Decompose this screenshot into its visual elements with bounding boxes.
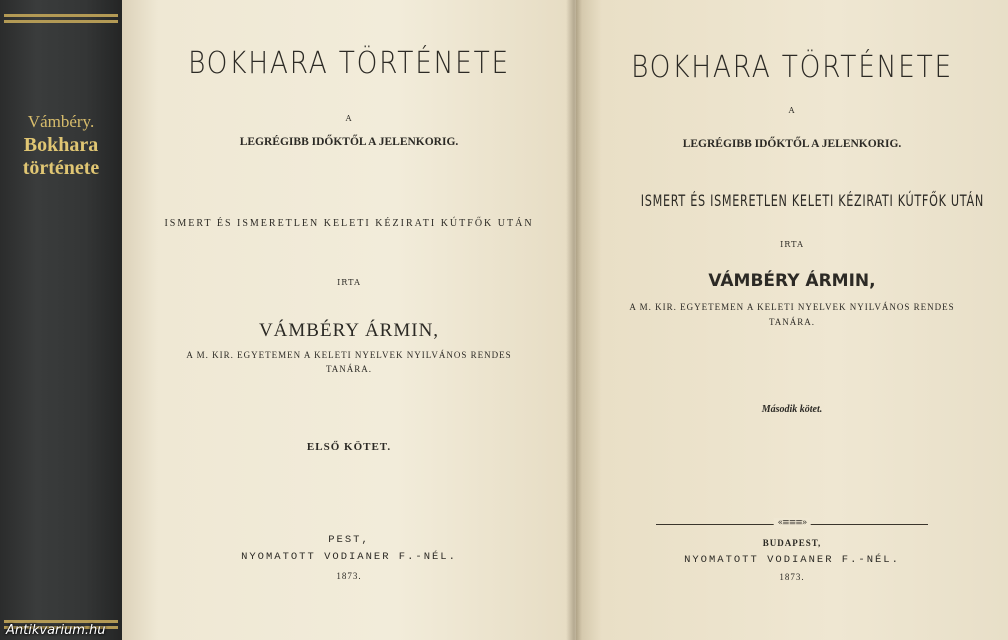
left-city: PEST, [328,534,370,546]
right-irta: IRTA [780,240,804,249]
spine-author: Vámbéry. [27,112,95,131]
right-subtitle: LEGRÉGIBB IDŐKTŐL A JELENKORIG. [682,138,902,150]
right-position-line1: A M. KIR. EGYETEMEN A KELETI NYELVEK NYILVÁNOS RENDES [629,302,955,312]
left-position-line1: A M. KIR. EGYETEMEN A KELETI NYELVEK NYILVÁNOS RENDES [186,350,512,360]
left-subtitle: LEGRÉGIBB IDŐKTŐL A JELENKORIG. [239,136,459,148]
left-printer: NYOMATOTT VODIANER F.-NÉL. [241,551,457,563]
book-gutter-shadow [566,0,582,640]
left-year: 1873. [336,571,362,581]
watermark: Antikvarium.hu [6,623,106,638]
spine-title [0,134,122,180]
right-book-title: BOKHARA TÖRTÉNETE [631,50,953,85]
left-title-page [122,0,576,640]
right-author: VÁMBÉRY ÁRMIN, [708,271,876,291]
right-title-page [576,0,1008,640]
right-city: BUDAPEST, [762,538,822,548]
right-sources-line: ISMERT ÉS ISMERETLEN KELETI KÉZIRATI KÚTFŐK UTÁN [640,191,984,210]
spine-title-line2: története [22,157,100,179]
left-sources-line: ISMERT ÉS ISMERETLEN KELETI KÉZIRATI KÚTFŐK UTÁN [164,218,534,229]
left-irta: IRTA [337,278,361,287]
right-volume: Második kötet. [761,404,823,415]
right-article: A [788,106,796,115]
spine-title-line1: Bokhara [23,134,99,156]
left-article: A [345,114,353,123]
right-position-line2: TANÁRA. [768,317,816,327]
book-spine [0,0,122,640]
spine-gilt-band [4,20,118,23]
left-author: VÁMBÉRY ÁRMIN, [258,320,440,341]
left-book-title: BOKHARA TÖRTÉNETE [188,46,510,81]
right-ornament: «≡≡≡» [774,518,811,528]
spine-gilt-band [4,14,118,17]
right-printer: NYOMATOTT VODIANER F.-NÉL. [684,554,900,566]
left-volume: ELSŐ KÖTET. [306,441,392,453]
right-year: 1873. [779,572,805,582]
left-position-line2: TANÁRA. [325,364,373,374]
